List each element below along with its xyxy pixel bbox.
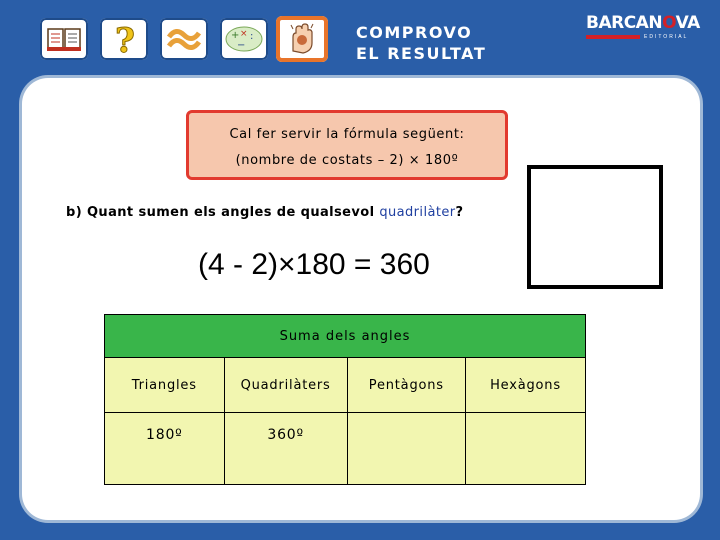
question-suffix: ? [455, 205, 464, 220]
svg-text:×: × [240, 29, 248, 39]
logo-subtitle: EDITORIAL [644, 34, 689, 40]
value-quadrilaterals: 360º [224, 413, 347, 485]
svg-text:+: + [231, 30, 240, 41]
logo-line [586, 35, 640, 39]
approximate-button[interactable] [160, 18, 208, 60]
page-title [356, 22, 486, 64]
question-text [66, 205, 463, 220]
svg-text:−: − [237, 40, 246, 51]
book-icon [46, 25, 82, 53]
value-pentagons[interactable] [347, 413, 465, 485]
equation: (4 - 2)×180 = 360 [198, 248, 430, 281]
question-button[interactable] [100, 18, 148, 60]
header-pentagons: Pentàgons [347, 358, 465, 413]
table-values-row [105, 413, 586, 485]
table-header-row [105, 358, 586, 413]
table-title-row [105, 315, 586, 358]
value-hexagons[interactable] [466, 413, 586, 485]
page-title-line1: COMPROVO [356, 23, 473, 42]
quadrilateral-square [527, 165, 663, 289]
svg-text:?: ? [115, 22, 135, 56]
formula-box [186, 110, 508, 180]
thinking-hand-icon [283, 21, 321, 57]
header-hexagons: Hexàgons [466, 358, 586, 413]
svg-text::: : [250, 31, 254, 42]
logo-text-part1: BARCAN [586, 13, 663, 33]
table-title: Suma dels angles [105, 315, 586, 358]
barcanova-logo [586, 14, 702, 44]
header-triangles: Triangles [105, 358, 225, 413]
formula-expression: (nombre de costats – 2) × 180º [235, 153, 459, 168]
value-triangles: 180º [105, 413, 225, 485]
math-symbols-icon [224, 24, 264, 54]
logo-bar [586, 34, 702, 40]
logo-text [586, 14, 702, 32]
wave-icon [166, 25, 202, 53]
question-icon [109, 22, 139, 56]
question-highlight: quadrilàter [379, 205, 456, 220]
book-button[interactable] [40, 18, 88, 60]
formula-instruction: Cal fer servir la fórmula següent: [229, 127, 465, 142]
question-prefix: b) Quant sumen els angles de qualsevol [66, 205, 380, 220]
page-title-line2: EL RESULTAT [356, 44, 487, 63]
check-result-button[interactable] [276, 16, 328, 62]
angles-table [104, 314, 586, 485]
header-quadrilaterals: Quadrilàters [224, 358, 347, 413]
logo-text-part2: O [662, 13, 676, 33]
logo-text-part3: VA [675, 13, 700, 33]
operations-button[interactable] [220, 18, 268, 60]
toolbar [0, 0, 720, 80]
